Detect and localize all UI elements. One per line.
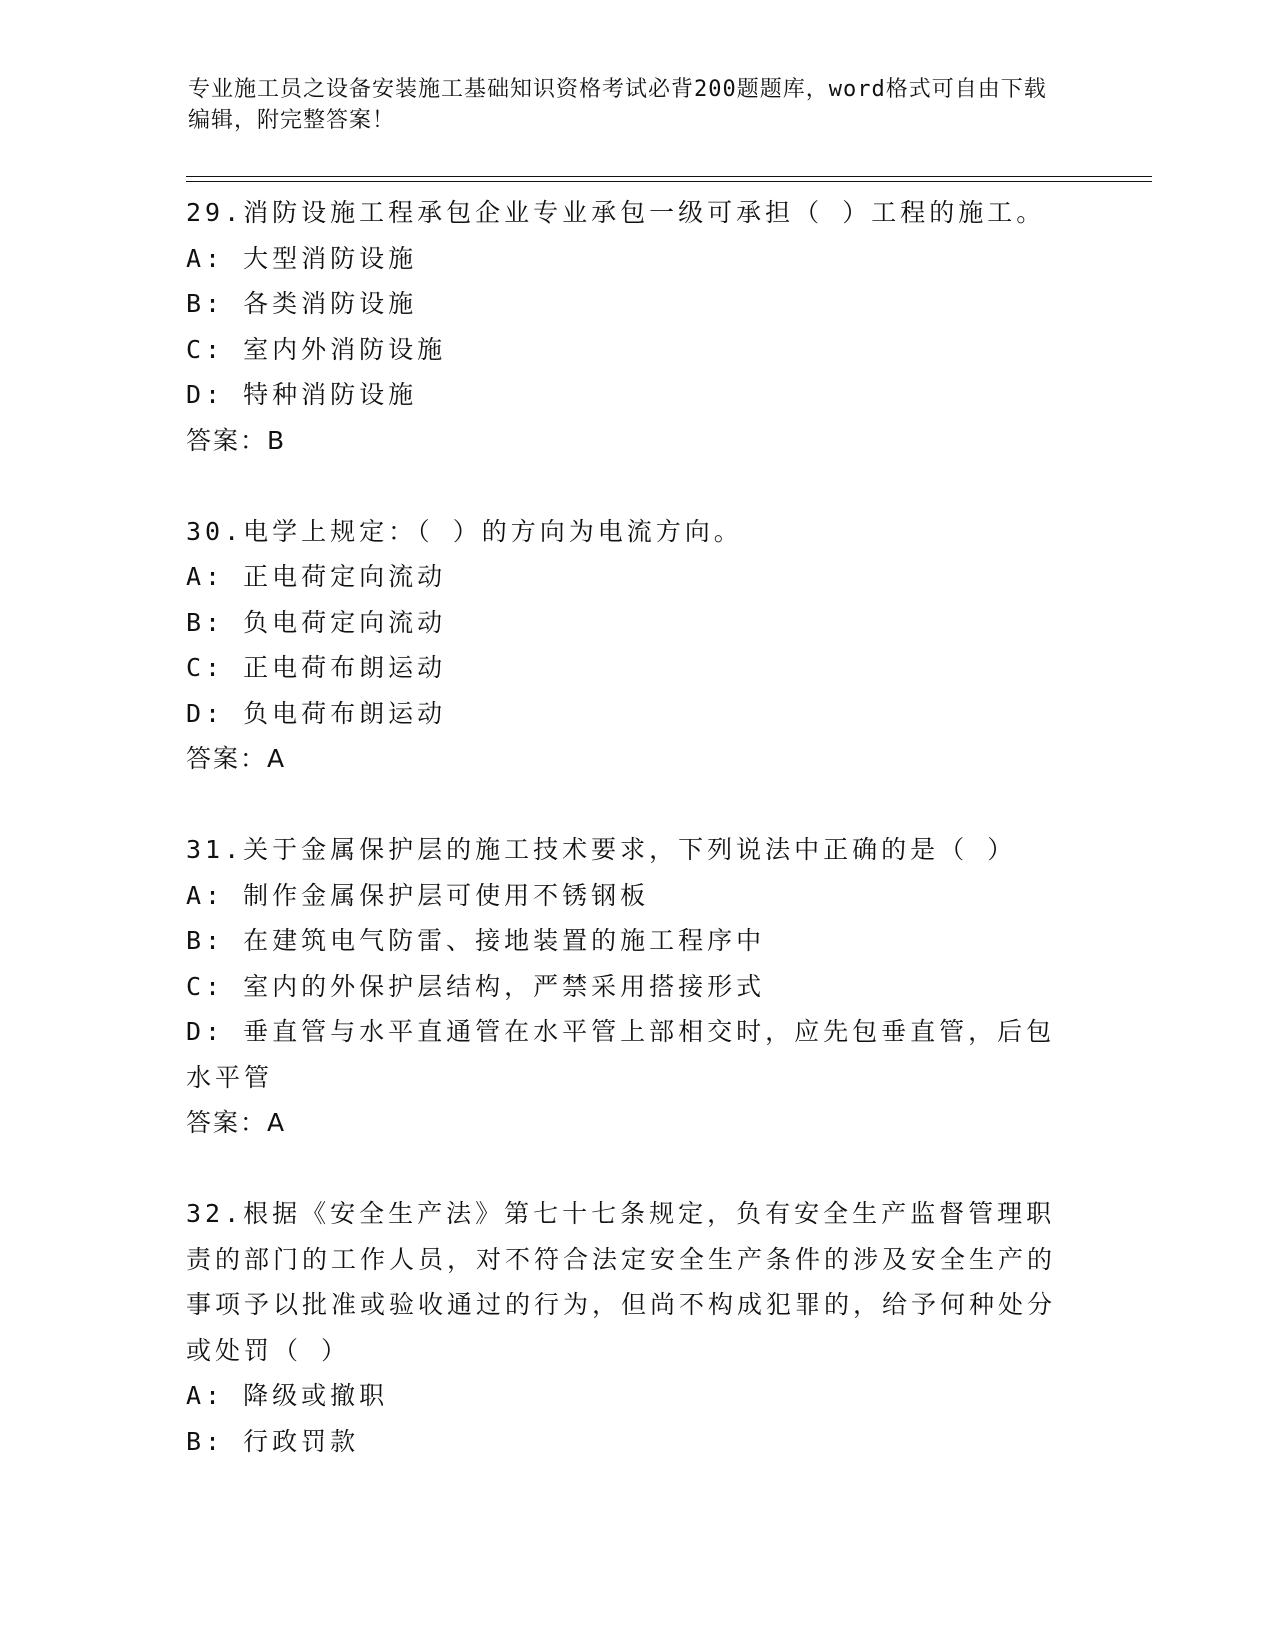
header-rule-top <box>186 176 1152 177</box>
document-header <box>188 74 1068 136</box>
option-a: A: 降级或撤职 <box>186 1381 389 1410</box>
question-list <box>186 190 1076 1510</box>
answer: 答案：B <box>186 425 287 455</box>
question-stem: 30.电学上规定：（ ）的方向为电流方向。 <box>186 516 743 546</box>
question-stem: 32.根据《安全生产法》第七十七条规定，负有安全生产监督管理职责的部门的工作人员，对不符合法定安全生产条件的涉及安全生产的事项予以批准或验收通过的行为，但尚不构成犯罪的，给予何种处分或处罚（ ） <box>186 1199 1057 1365</box>
answer: 答案：A <box>186 1108 287 1137</box>
question-stem: 29.消防设施工程承包企业专业承包一级可承担（ ）工程的施工。 <box>186 198 1046 227</box>
header-rule-bottom <box>186 181 1152 182</box>
option-b: B: 负电荷定向流动 <box>186 607 447 637</box>
option-c: C: 正电荷布朗运动 <box>186 653 447 682</box>
option-a: A: 制作金属保护层可使用不锈钢板 <box>186 880 650 910</box>
option-b: B: 各类消防设施 <box>186 289 418 318</box>
option-c: C: 室内的外保护层结构，严禁采用搭接形式 <box>186 971 766 1001</box>
option-a: A: 大型消防设施 <box>186 243 418 273</box>
option-b: B: 在建筑电气防雷、接地装置的施工程序中 <box>186 926 766 955</box>
question-31 <box>186 827 1076 1146</box>
option-d: D: 垂直管与水平直通管在水平管上部相交时，应先包垂直管，后包水平管 <box>186 1017 1056 1092</box>
question-30 <box>186 509 1076 782</box>
option-c: C: 室内外消防设施 <box>186 334 447 364</box>
answer: 答案：A <box>186 744 287 773</box>
document-title: 专业施工员之设备安装施工基础知识资格考试必背200题题库，word格式可自由下载编辑，附完整答案！ <box>188 77 1047 133</box>
option-b: B: 行政罚款 <box>186 1426 360 1456</box>
question-32 <box>186 1191 1076 1464</box>
option-d: D: 负电荷布朗运动 <box>186 698 447 728</box>
option-d: D: 特种消防设施 <box>186 380 418 409</box>
option-a: A: 正电荷定向流动 <box>186 562 447 591</box>
question-29 <box>186 190 1076 463</box>
question-stem: 31.关于金属保护层的施工技术要求，下列说法中正确的是（ ） <box>186 835 1017 864</box>
